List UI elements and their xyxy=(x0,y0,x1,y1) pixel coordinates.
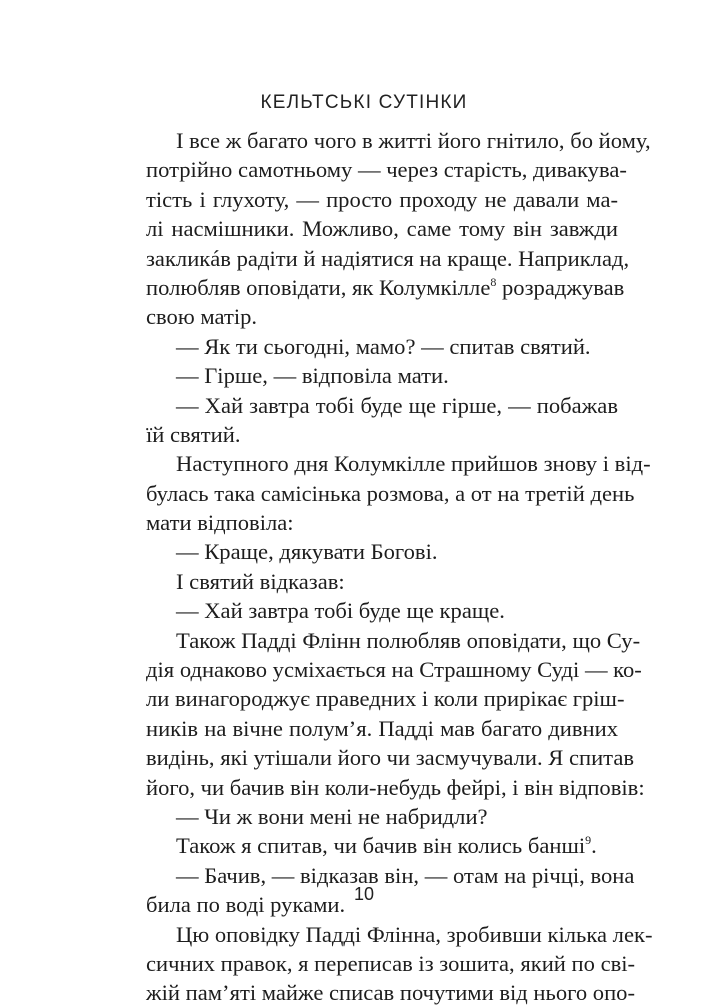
text-line-with-footnote xyxy=(146,273,625,302)
text-line: жій пам’яті майже списав почутими від нього опо- xyxy=(146,980,635,1006)
text-line-segment: полюбляв оповідати, як Колумкілле xyxy=(146,274,491,300)
footnote-marker: 9 xyxy=(585,833,592,848)
text-line: сичних правок, я переписав із зошита, який по сві- xyxy=(146,950,636,976)
text-line: закликáв радіти й надіятися на краще. Наприклад, xyxy=(146,245,630,271)
text-line: свою матір. xyxy=(146,304,258,330)
page-number: 10 xyxy=(353,884,375,904)
text-line: — Гірше, — відповіла мати. xyxy=(176,363,449,389)
text-line: мати відповіла: xyxy=(146,510,294,536)
text-line: Також Падді Флінн полюбляв оповідати, що Су- xyxy=(176,627,641,653)
text-line: ли винагороджує праведних і коли прирікає гріш- xyxy=(146,686,625,712)
text-line: ників на вічне полум’я. Падді мав багато дивних xyxy=(146,715,618,741)
text-line: — Хай завтра тобі буде ще краще. xyxy=(176,598,505,624)
text-line: дія однаково усміхається на Страшному Суді — ко- xyxy=(146,657,642,683)
text-line: — Хай завтра тобі буде ще гірше, — побажав xyxy=(176,392,618,418)
text-line-with-footnote xyxy=(146,831,618,860)
text-line: лі насмішники. Можливо, саме тому він завжди xyxy=(146,216,618,242)
body-text xyxy=(146,126,653,1008)
text-line: Наступного дня Колумкілле прийшов знову і від- xyxy=(176,451,651,477)
text-line: била по воді руками. xyxy=(146,892,346,918)
text-line: — Бачив, — відказав він, — отам на річці, вона xyxy=(176,862,635,888)
text-line: — Як ти сьогодні, мамо? — спитав святий. xyxy=(176,333,591,359)
text-line: видінь, які утішали його чи засмучували. Я спитав xyxy=(146,745,635,771)
text-line: тість і глухоту, — просто проходу не давали ма- xyxy=(146,186,618,212)
text-line-segment: . xyxy=(591,833,597,859)
running-header: КЕЛЬТСЬКІ СУТІНКИ xyxy=(260,92,468,113)
text-line-segment: розраджував xyxy=(496,274,625,300)
text-line: його, чи бачив він коли-небудь фейрі, і він відповів: xyxy=(146,774,645,800)
text-line: булась така самісінька розмова, а от на третій день xyxy=(146,480,635,506)
text-line: І все ж багато чого в житті його гнітило, бо йому, xyxy=(176,128,651,153)
footnote-marker: 8 xyxy=(490,274,497,289)
text-line: — Краще, дякувати Богові. xyxy=(176,539,438,565)
text-line: І святий відказав: xyxy=(176,568,345,594)
text-line: — Чи ж вони мені не набридли? xyxy=(176,803,488,829)
text-line: Цю оповідку Падді Флінна, зробивши кілька лек- xyxy=(176,921,653,947)
text-line-segment: Також я спитав, чи бачив він колись банші xyxy=(176,833,586,859)
text-line: їй святий. xyxy=(146,421,241,447)
text-line: потрійно самотньому — через старість, дивакува- xyxy=(146,157,627,183)
